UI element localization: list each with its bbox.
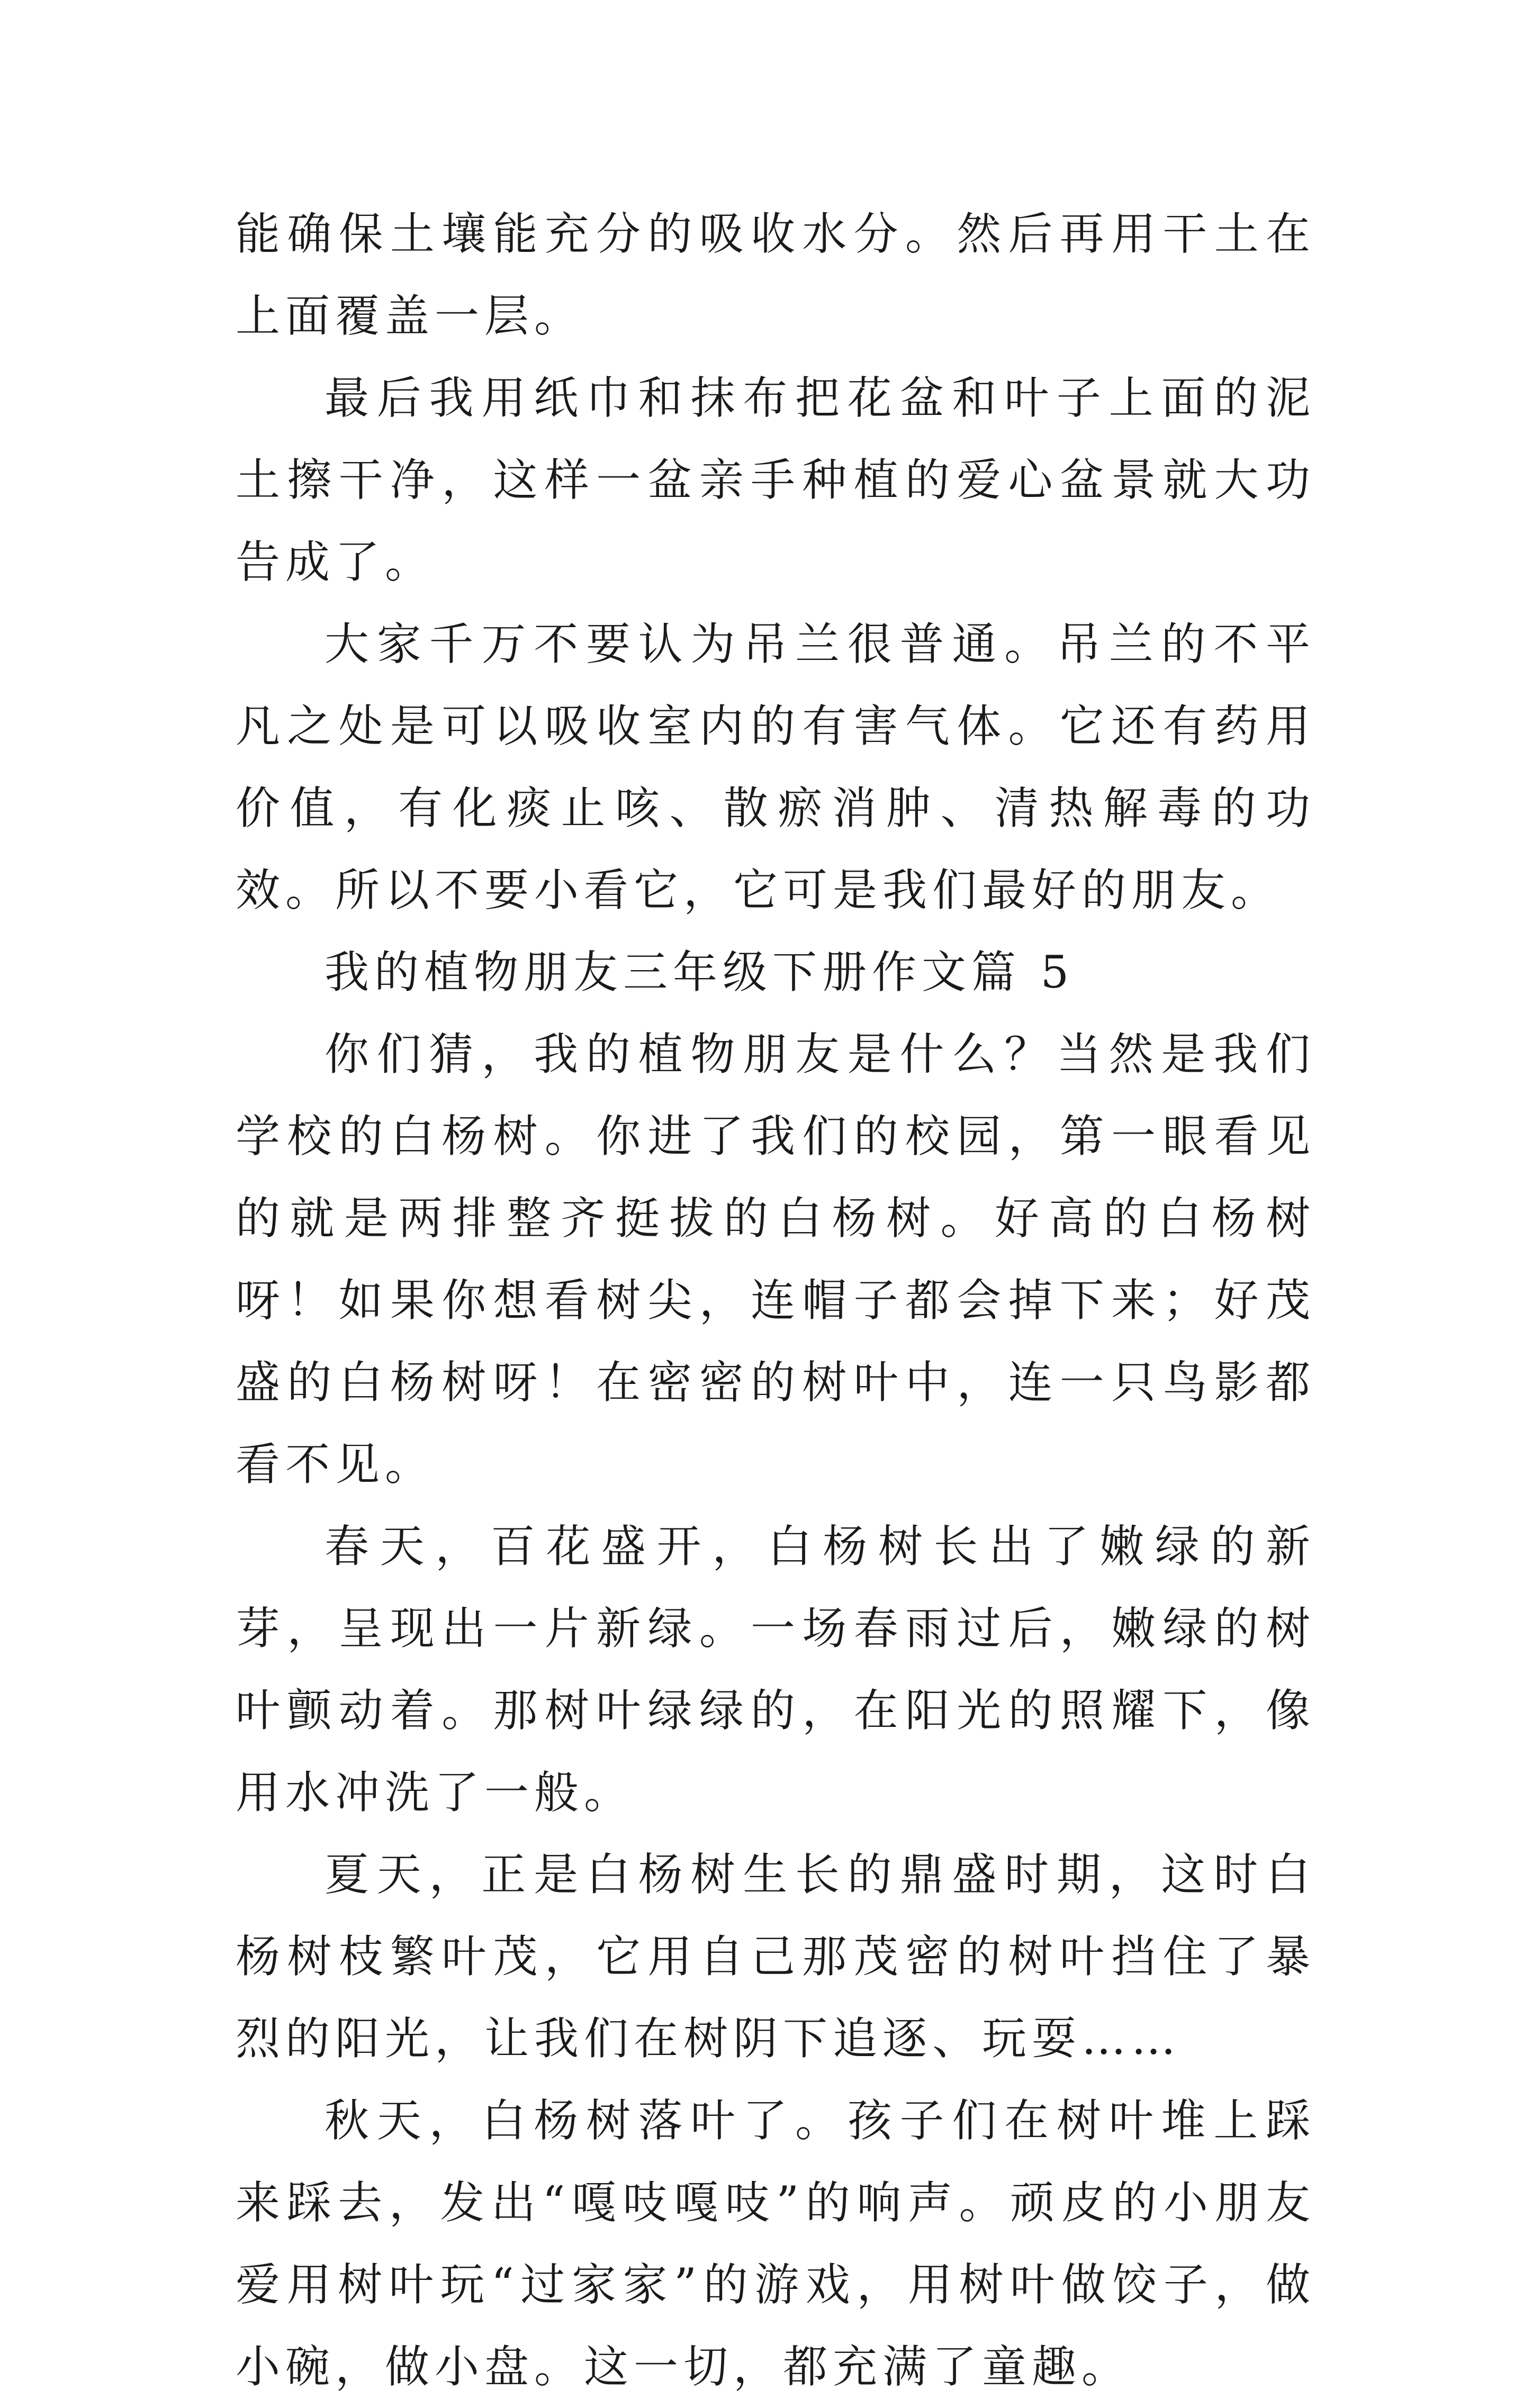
paragraph-continued: 能确保土壤能充分的吸收水分。然后再用干土在上面覆盖一层。	[236, 208, 1315, 342]
article-body	[236, 193, 1315, 2408]
paragraph-summer: 夏天，正是白杨树生长的鼎盛时期，这时白杨树枝繁叶茂，它用自己那茂密的树叶挡住了暴烈的阳光，让我们在树阴下追逐、玩耍……	[236, 1849, 1315, 2065]
paragraph-spider-plant-value: 大家千万不要认为吊兰很普通。吊兰的不平凡之处是可以吸收室内的有害气体。它还有药用价值，有化痰止咳、散瘀消肿、清热解毒的功效。所以不要小看它，它可是我们最好的朋友。	[236, 618, 1315, 916]
paragraph-cleanup: 最后我用纸巾和抹布把花盆和叶子上面的泥土擦干净，这样一盆亲手种植的爱心盆景就大功告成了。	[236, 372, 1315, 588]
paragraph-spring: 春天，百花盛开，白杨树长出了嫩绿的新芽，呈现出一片新绿。一场春雨过后，嫩绿的树叶颤动着。那树叶绿绿的，在阳光的照耀下，像用水冲洗了一般。	[236, 1520, 1315, 1818]
section-heading-5: 我的植物朋友三年级下册作文篇 5	[325, 946, 1075, 998]
paragraph-autumn: 秋天，白杨树落叶了。孩子们在树叶堆上踩来踩去，发出“嘎吱嘎吱”的响声。顽皮的小朋友爱用树叶玩“过家家”的游戏，用树叶做饺子，做小碗，做小盘。这一切，都充满了童趣。	[236, 2095, 1315, 2393]
paragraph-poplar-intro: 你们猜，我的植物朋友是什么？当然是我们学校的白杨树。你进了我们的校园，第一眼看见的就是两排整齐挺拔的白杨树。好高的白杨树呀！如果你想看树尖，连帽子都会掉下来；好茂盛的白杨树呀！在密密的树叶中，连一只鸟影都看不见。	[236, 1028, 1315, 1490]
